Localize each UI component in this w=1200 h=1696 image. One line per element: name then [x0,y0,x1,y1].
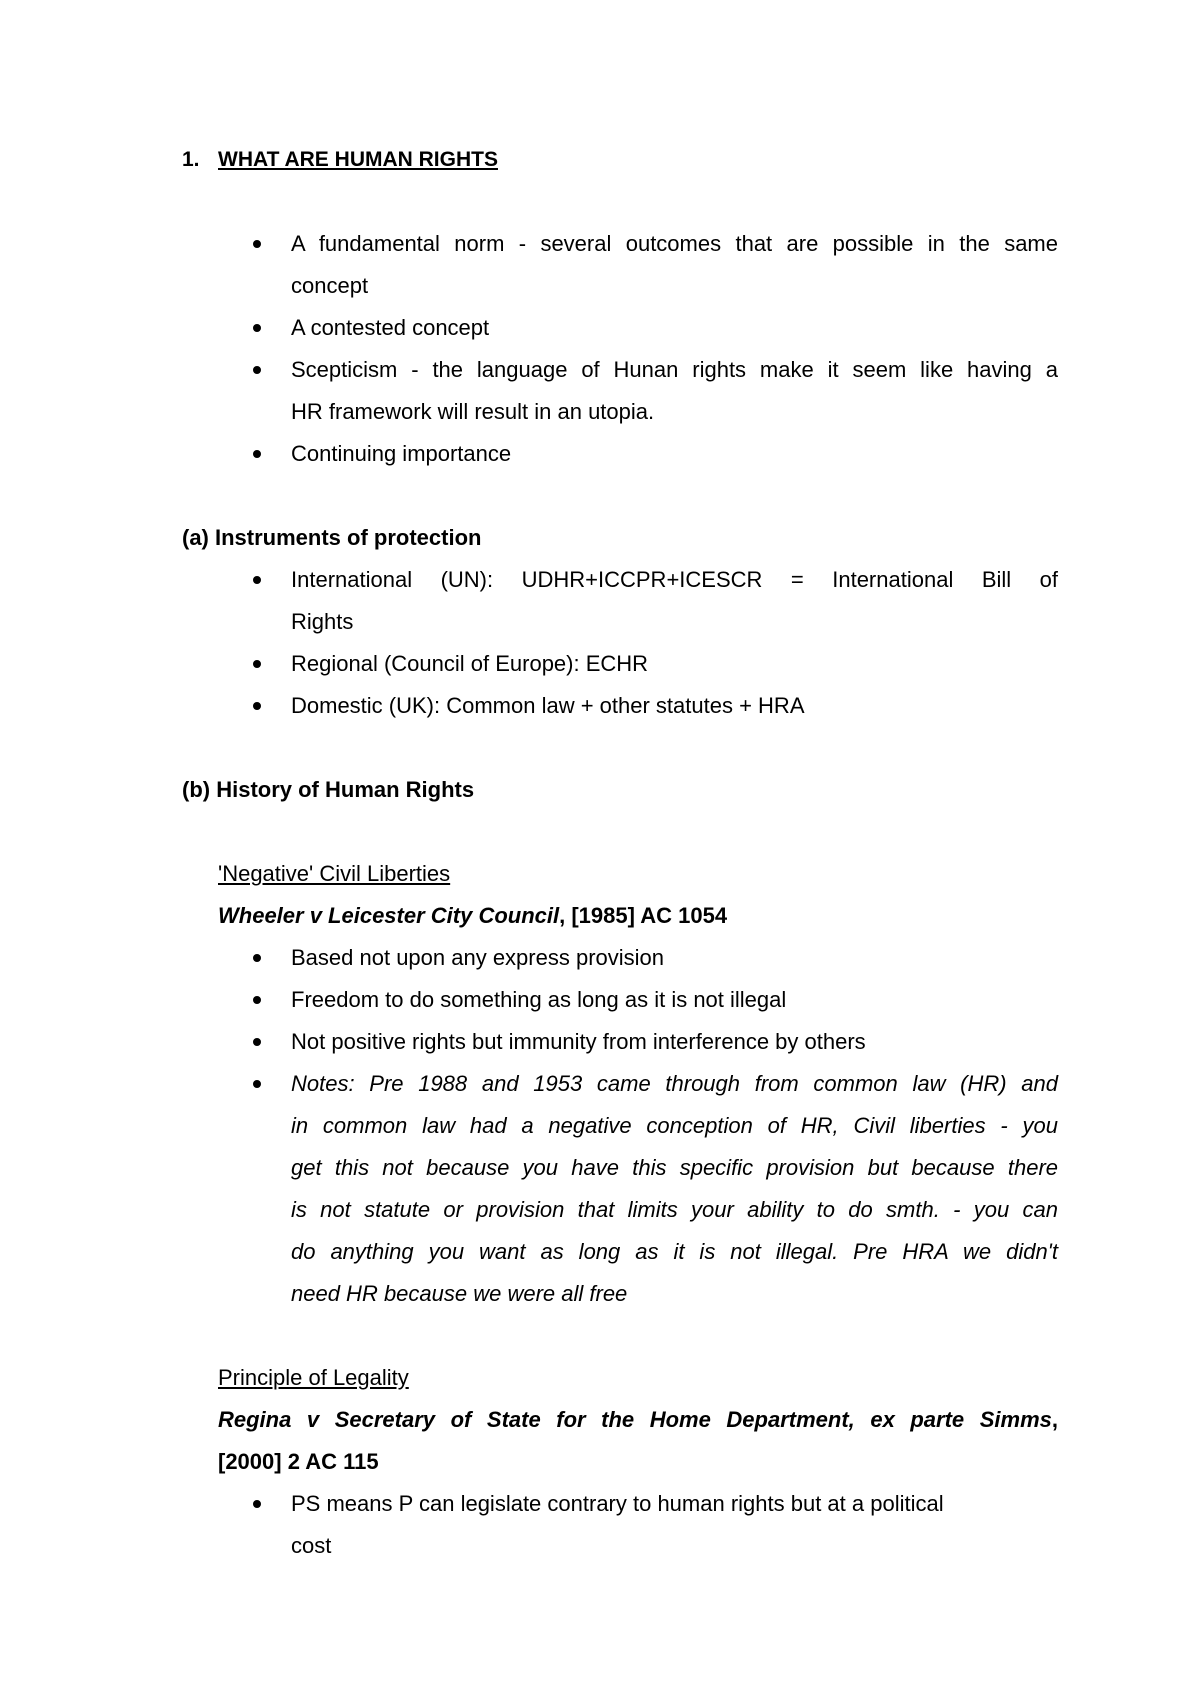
section-title: WHAT ARE HUMAN RIGHTS [218,148,498,171]
list-item-text: HR framework will result in an utopia. [291,399,655,424]
bullet-icon [253,996,261,1004]
case-citation: , [1985] AC 1054 [559,903,728,928]
list-item-text: PS means P can legislate contrary to human rights but at a political [291,1491,944,1516]
bullet-icon [253,240,261,248]
case-citation: [2000] 2 AC 115 [218,1449,379,1474]
list-item-text: A contested concept [291,315,490,340]
case-name: Wheeler v Leicester City Council [218,903,560,928]
notes-text: is not statute or provision that limits your ability to do smth. - you can [291,1197,1058,1222]
bullet-icon [253,1500,261,1508]
subsection-title: (a) Instruments of protection [182,525,482,550]
section-number: 1. [182,148,200,171]
bullet-icon [253,1080,261,1088]
bullet-icon [253,576,261,584]
list-item-text: concept [291,273,369,298]
list-item-text: Based not upon any express provision [291,945,665,970]
list-item-text: Continuing importance [291,441,512,466]
notes-text: do anything you want as long as it is not illegal. Pre HRA we didn't [291,1239,1058,1264]
list-item-text: Freedom to do something as long as it is not illegal [291,987,787,1012]
topic-title: Principle of Legality [218,1365,409,1390]
list-item-text: Rights [291,609,354,634]
bullet-icon [253,324,261,332]
list-item-text: cost [291,1533,332,1558]
bullet-icon [253,366,261,374]
list-item-text: Scepticism - the language of Hunan rights make it seem like having a [291,357,1058,382]
bullet-icon [253,702,261,710]
bullet-icon [253,954,261,962]
bullet-icon [253,450,261,458]
notes-text: Notes: Pre 1988 and 1953 came through from common law (HR) and [291,1071,1058,1096]
bullet-icon [253,1038,261,1046]
list-item-text: Not positive rights but immunity from interference by others [291,1029,866,1054]
case-name-suffix: , [1051,1407,1058,1432]
notes-text: need HR because we were all free [291,1281,628,1306]
list-item-text: International (UN): UDHR+ICCPR+ICESCR = International Bill of [291,567,1058,592]
case-citation-line [218,1405,1058,1435]
subsection-title: (b) History of Human Rights [182,777,475,802]
bullet-icon [253,660,261,668]
notes-text: get this not because you have this specific provision but because there [291,1155,1058,1180]
case-name: Regina v Secretary of State for the Home Department, ex parte Simms [218,1407,1052,1432]
notes-text: in common law had a negative conception of HR, Civil liberties - you [291,1113,1058,1138]
topic-title: 'Negative' Civil Liberties [218,861,451,886]
list-item-text: A fundamental norm - several outcomes that are possible in the same [291,231,1058,256]
list-item-text: Regional (Council of Europe): ECHR [291,651,649,676]
list-item-text: Domestic (UK): Common law + other statutes + HRA [291,693,805,718]
case-citation-line [218,901,727,931]
